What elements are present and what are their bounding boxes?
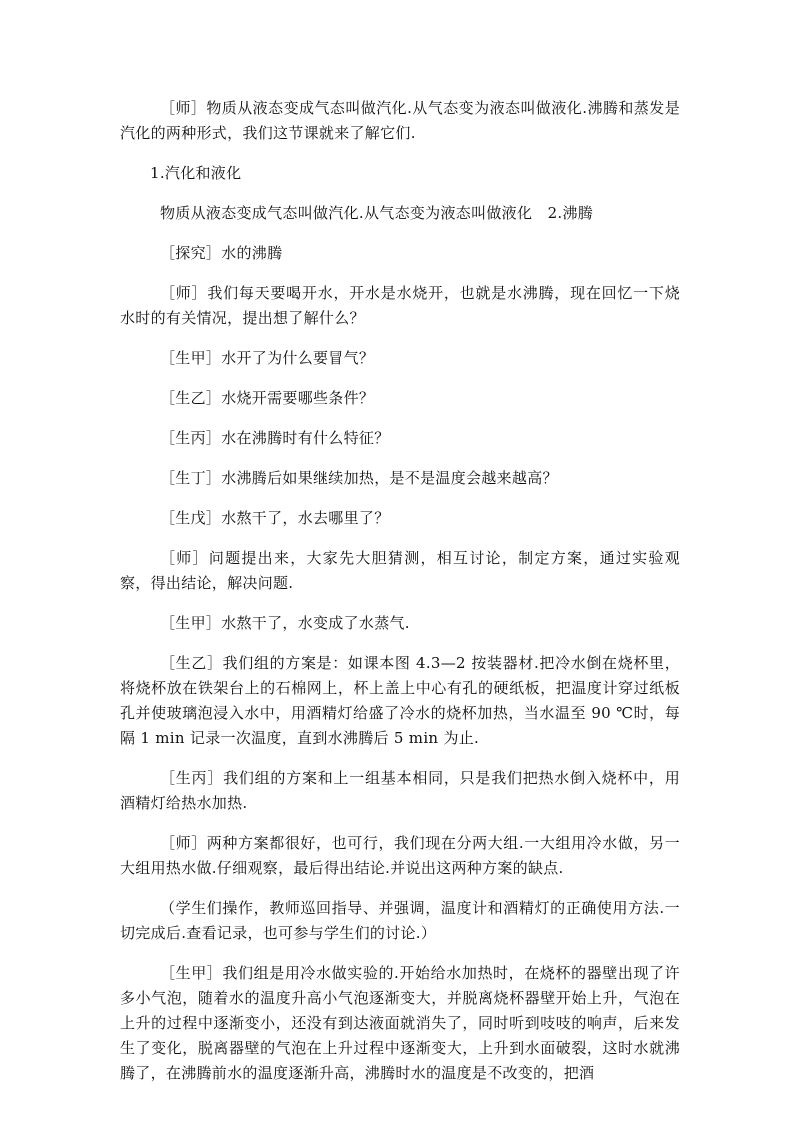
- paragraph-definition: 物质从液态变成气态叫做汽化.从气态变为液态叫做液化 2.沸腾: [160, 204, 594, 222]
- paragraph-teacher-grouping: ［师］两种方案都很好，也可行，我们现在分两大组.一大组用冷水做，另一大组用热水做.仔细观察，最后得出结论.并说出这两种方案的缺点.: [120, 834, 680, 877]
- paragraph-student-e-question: ［生戊］水熬干了，水去哪里了？: [160, 509, 390, 527]
- paragraph-student-b-question: ［生乙］水烧开需要哪些条件？: [160, 389, 375, 407]
- paragraph-student-a-question: ［生甲］水开了为什么要冒气？: [160, 349, 375, 367]
- paragraph-student-d-question: ［生丁］水沸腾后如果继续加热，是不是温度会越来越高？: [160, 469, 558, 487]
- paragraph-student-b-plan: ［生乙］我们组的方案是：如课本图 4.3—2 按装器材.把冷水倒在烧杯里，将烧杯放在铁架台上的石棉网上，杯上盖上中心有孔的硬纸板，把温度计穿过纸板孔并使玻璃泡浸入水中，用酒精灯给盛了冷水的烧杯加热，当水温至 90 ℃时，每隔 1 min 记录一次温度，直到水沸腾后 5 min 为止.: [120, 654, 680, 747]
- paragraph-student-c-question: ［生丙］水在沸腾时有什么特征？: [160, 429, 390, 447]
- paragraph-student-c-plan: ［生丙］我们组的方案和上一组基本相同，只是我们把热水倒入烧杯中，用酒精灯给热水加热.: [120, 769, 680, 812]
- paragraph-student-a-answer: ［生甲］水熬干了，水变成了水蒸气.: [160, 614, 410, 632]
- section-heading-vaporization: 1.汽化和液化: [150, 164, 242, 182]
- paragraph-student-operation-note: （学生们操作，教师巡回指导、并强调，温度计和酒精灯的正确使用方法.一切完成后.查看记录，也可参与学生们的讨论.）: [120, 899, 680, 942]
- paragraph-teacher-guidance: ［师］问题提出来，大家先大胆猜测，相互讨论，制定方案，通过实验观察，得出结论，解决问题.: [120, 549, 680, 592]
- paragraph-inquiry-title: ［探究］水的沸腾: [160, 244, 283, 262]
- paragraph-teacher-question: ［师］我们每天要喝开水，开水是水烧开，也就是水沸腾，现在回忆一下烧水时的有关情况，提出想了解什么？: [120, 284, 680, 327]
- paragraph-student-a-report: ［生甲］我们组是用冷水做实验的.开始给水加热时，在烧杯的器壁出现了许多小气泡，随着水的温度升高小气泡逐渐变大，并脱离烧杯器壁开始上升，气泡在上升的过程中逐渐变小，还没有到达液面就消失了，同时听到吱吱的响声，后来发生了变化，脱离器壁的气泡在上升过程中逐渐变大，上升到水面破裂，这时水就沸腾了，在沸腾前水的温度逐渐升高，沸腾时水的温度是不改变的，把酒: [120, 964, 680, 1082]
- paragraph-intro: ［师］物质从液态变成气态叫做汽化.从气态变为液态叫做液化.沸腾和蒸发是汽化的两种形式，我们这节课就来了解它们.: [120, 99, 680, 142]
- document-page: [120, 96, 680, 1086]
